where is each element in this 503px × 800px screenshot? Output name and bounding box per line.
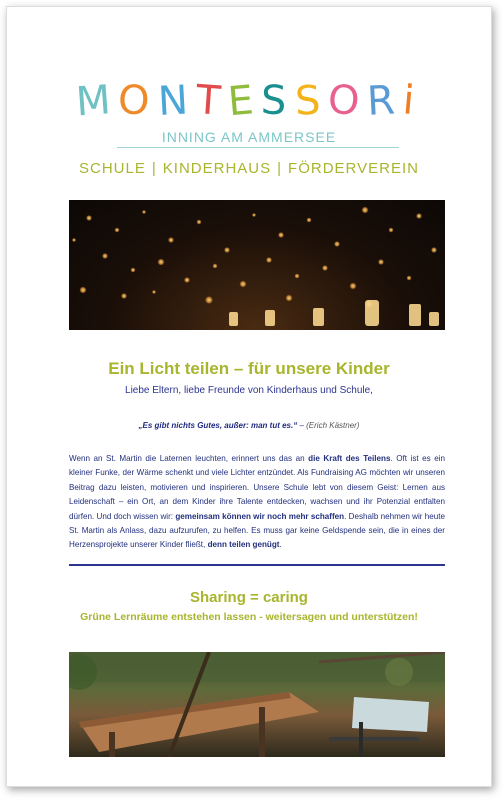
logo-letter: M (74, 76, 120, 126)
nav-item-foerderverein[interactable]: FÖRDERVEREIN (288, 160, 419, 177)
quote-text: „Es gibt nichts Gutes, außer: man tut es.“ (138, 421, 298, 430)
body-emphasis: denn teilen genügt (207, 540, 280, 550)
logo-letter: O (326, 76, 370, 126)
greeting: Liebe Eltern, liebe Freunde von Kinderhaus und Schule, (125, 385, 373, 396)
newsletter-page (6, 6, 492, 787)
montessori-logo (7, 76, 491, 126)
body-emphasis: gemeinsam können wir noch mehr schaffen (175, 511, 345, 521)
quote-dash: – (297, 421, 307, 430)
nav-item-schule[interactable]: SCHULE (79, 160, 146, 177)
logo-letter: S (260, 77, 296, 125)
nav-separator: | (277, 160, 283, 177)
body-text: . (279, 540, 282, 550)
body-text: . Oft ist es ein kleiner Funke, der Wärme schenkt und viele Lichter entzündet. Als Fundraising AG möchten wir unseren Beitrag dazu leisten, motivieren und inspirieren. Unsere Schule lebt von diesem Geist: Lernen aus Leidenschaft – ein Ort, an dem Kinder ihre Talente entdecken, wachsen und ihr Potenzial entfalten dürfen. Und doch wissen wir: (69, 454, 446, 521)
section-nav (7, 160, 491, 177)
body-text: . Deshalb nehmen wir heute St. Martin als Anlass, dazu aufzurufen, zu helfen. Es muss gar keine Geldspende sein, die in eines der Herzensprojekte unserer Kinder fließt, (69, 511, 445, 550)
logo-letter: O (116, 76, 159, 126)
nav-separator: | (151, 160, 157, 177)
quote (7, 421, 491, 430)
sharing-subtitle: Grüne Lernräume entstehen lassen - weitersagen und unterstützen! (80, 611, 418, 623)
logo-subtitle: INNING AM AMMERSEE (161, 129, 337, 145)
logo-letter: T (193, 76, 230, 126)
nav-item-kinderhaus[interactable]: KINDERHAUS (162, 160, 272, 177)
logo-letter: S (293, 77, 329, 125)
divider (69, 564, 445, 566)
logo-letter: N (156, 77, 197, 125)
garden-bench-photo (69, 652, 445, 757)
lanterns-photo (69, 200, 445, 330)
logo-letter: E (225, 76, 264, 126)
body-paragraph (69, 452, 445, 553)
sharing-title: Sharing = caring (190, 589, 308, 606)
logo-letter: i (401, 77, 425, 125)
body-text: Wenn an St. Martin die Laternen leuchten, erinnert uns das an (69, 454, 309, 463)
body-emphasis: die Kraft des Teilens (308, 454, 391, 463)
quote-author: (Erich Kästner) (306, 421, 360, 430)
logo-letter: R (366, 77, 405, 125)
page-headline: Ein Licht teilen – für unsere Kinder (108, 359, 390, 378)
logo-underline (117, 147, 399, 148)
